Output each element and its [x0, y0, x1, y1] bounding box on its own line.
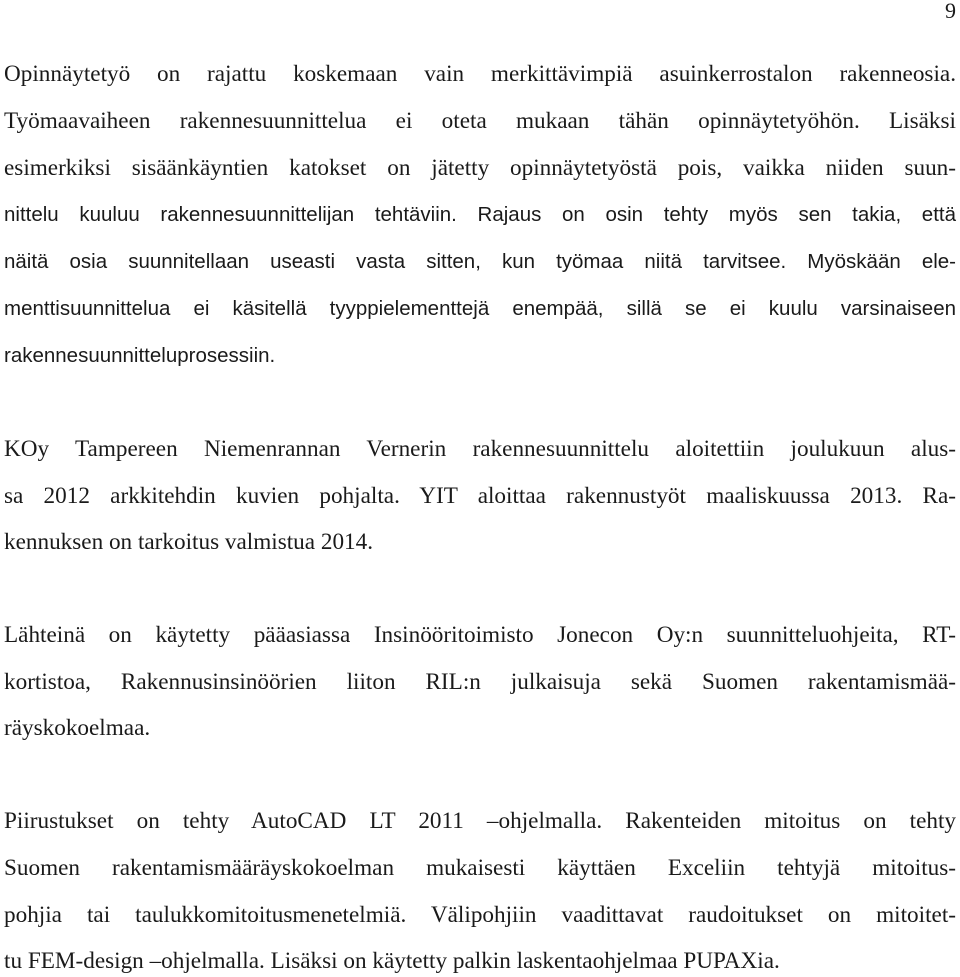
page-number: 9	[945, 0, 956, 23]
text-line: näitä osia suunnitellaan useasti vasta sitten, kun työmaa niitä tarvitsee. Myöskään ele-	[4, 250, 956, 273]
text-line: kennuksen on tarkoitus valmistua 2014.	[4, 529, 374, 555]
text-line: nittelu kuuluu rakennesuunnittelijan tehtäviin. Rajaus on osin tehty myös sen takia, että	[4, 203, 956, 226]
text-line: Suomen rakentamismääräyskokoelman mukaisesti käyttäen Exceliin tehtyjä mitoitus-	[4, 855, 956, 881]
text-line: Piirustukset on tehty AutoCAD LT 2011 –ohjelmalla. Rakenteiden mitoitus on tehty	[4, 808, 956, 834]
text-line: tu FEM-design –ohjelmalla. Lisäksi on käytetty palkin laskentaohjelmaa PUPAXia.	[4, 948, 780, 974]
text-line: kortistoa, Rakennusinsinöörien liiton RIL:n julkaisuja sekä Suomen rakentamismää-	[4, 669, 956, 695]
text-line: rakennesuunnitteluprosessiin.	[4, 344, 276, 367]
text-line: sa 2012 arkkitehdin kuvien pohjalta. YIT aloittaa rakennustyöt maaliskuussa 2013. Ra-	[4, 483, 956, 509]
text-line: räyskokoelmaa.	[4, 715, 151, 741]
text-line: Lähteinä on käytetty pääasiassa Insinööritoimisto Jonecon Oy:n suunnitteluohjeita, RT-	[4, 622, 956, 648]
text-line: Työmaavaiheen rakennesuunnittelua ei oteta mukaan tähän opinnäytetyöhön. Lisäksi	[4, 108, 956, 134]
text-line: esimerkiksi sisäänkäyntien katokset on jätetty opinnäytetyöstä pois, vaikka niiden suun-	[4, 155, 956, 181]
text-line: menttisuunnittelua ei käsitellä tyyppielementtejä enempää, sillä se ei kuulu varsinaiseen	[4, 297, 956, 320]
text-line: pohjia tai taulukkomitoitusmenetelmiä. Välipohjiin vaadittavat raudoitukset on mitoitet-	[4, 902, 956, 928]
text-line: KOy Tampereen Niemenrannan Vernerin rakennesuunnittelu aloitettiin joulukuun alus-	[4, 436, 956, 462]
text-line: Opinnäytetyö on rajattu koskemaan vain merkittävimpiä asuinkerrostalon rakenneosia.	[4, 61, 956, 87]
